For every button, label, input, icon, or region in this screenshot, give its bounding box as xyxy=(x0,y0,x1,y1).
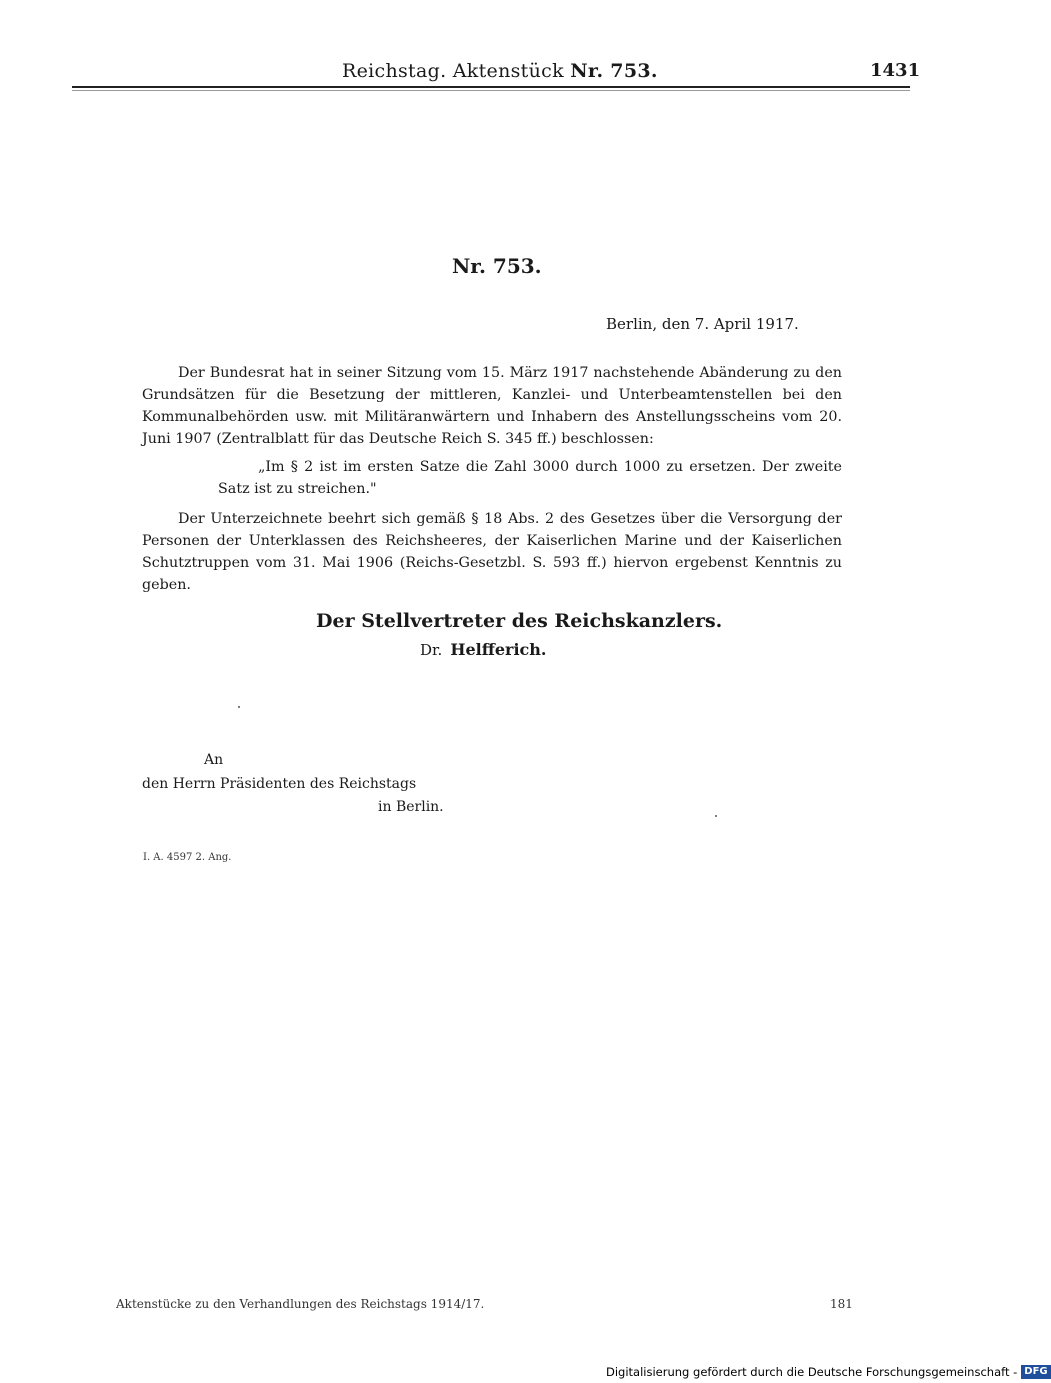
paper-speck xyxy=(238,706,240,708)
header-rule-thin xyxy=(72,90,910,91)
header-rule xyxy=(72,86,910,88)
signature-name: Helfferich. xyxy=(450,640,547,659)
header-title-prefix: Reichstag. Aktenstück xyxy=(342,60,564,82)
page-number: 1431 xyxy=(870,60,921,81)
address-line-1: An xyxy=(204,752,224,768)
credit-text: Digitalisierung gefördert durch die Deutsche Forschungsgemeinschaft - xyxy=(606,1365,1018,1379)
quoted-amendment: „Im § 2 ist im ersten Satze die Zahl 3000 durch 1000 zu ersetzen. Der zweite Satz ist zu streichen." xyxy=(218,459,842,497)
document-number: Nr. 753. xyxy=(452,254,542,278)
footer-sheet-number: 181 xyxy=(830,1297,853,1311)
signature-prefix: Dr. xyxy=(420,641,443,659)
running-header xyxy=(342,60,658,82)
dfg-logo: DFG xyxy=(1021,1365,1050,1379)
reference-number: I. A. 4597 2. Ang. xyxy=(143,852,232,863)
date-line: Berlin, den 7. April 1917. xyxy=(606,315,799,333)
header-title-number: Nr. 753. xyxy=(570,60,658,82)
footer-source: Aktenstücke zu den Verhandlungen des Reichstags 1914/17. xyxy=(116,1297,485,1311)
address-line-2: den Herrn Präsidenten des Reichstags xyxy=(142,776,417,792)
signature-line xyxy=(420,640,546,659)
address-line-3: in Berlin. xyxy=(378,799,444,815)
digitization-credit xyxy=(606,1365,1051,1379)
body-paragraph-1: Der Bundesrat hat in seiner Sitzung vom 15. März 1917 nachstehende Abänderung zu den Grundsätzen für die Besetzung der mittleren, Kanzlei- und Unterbeamtenstellen bei den Kommunalbehörden usw. mit Militäranwärtern und Inhabern des Anstellungsscheins vom 20. Juni 1907 (Zentralblatt für das Deutsche Reich S. 345 ff.) beschlossen: xyxy=(142,365,842,447)
paper-speck xyxy=(715,815,717,817)
body-paragraph-2: Der Unterzeichnete beehrt sich gemäß § 18 Abs. 2 des Gesetzes über die Versorgung der Personen der Unterklassen des Reichsheeres, der Kaiserlichen Marine und der Kaiserlichen Schutztruppen vom 31. Mai 1906 (Reichs-Gesetzbl. S. 593 ff.) hiervon ergebenst Kenntnis zu geben. xyxy=(142,511,842,593)
signature-title: Der Stellvertreter des Reichskanzlers. xyxy=(316,610,723,632)
